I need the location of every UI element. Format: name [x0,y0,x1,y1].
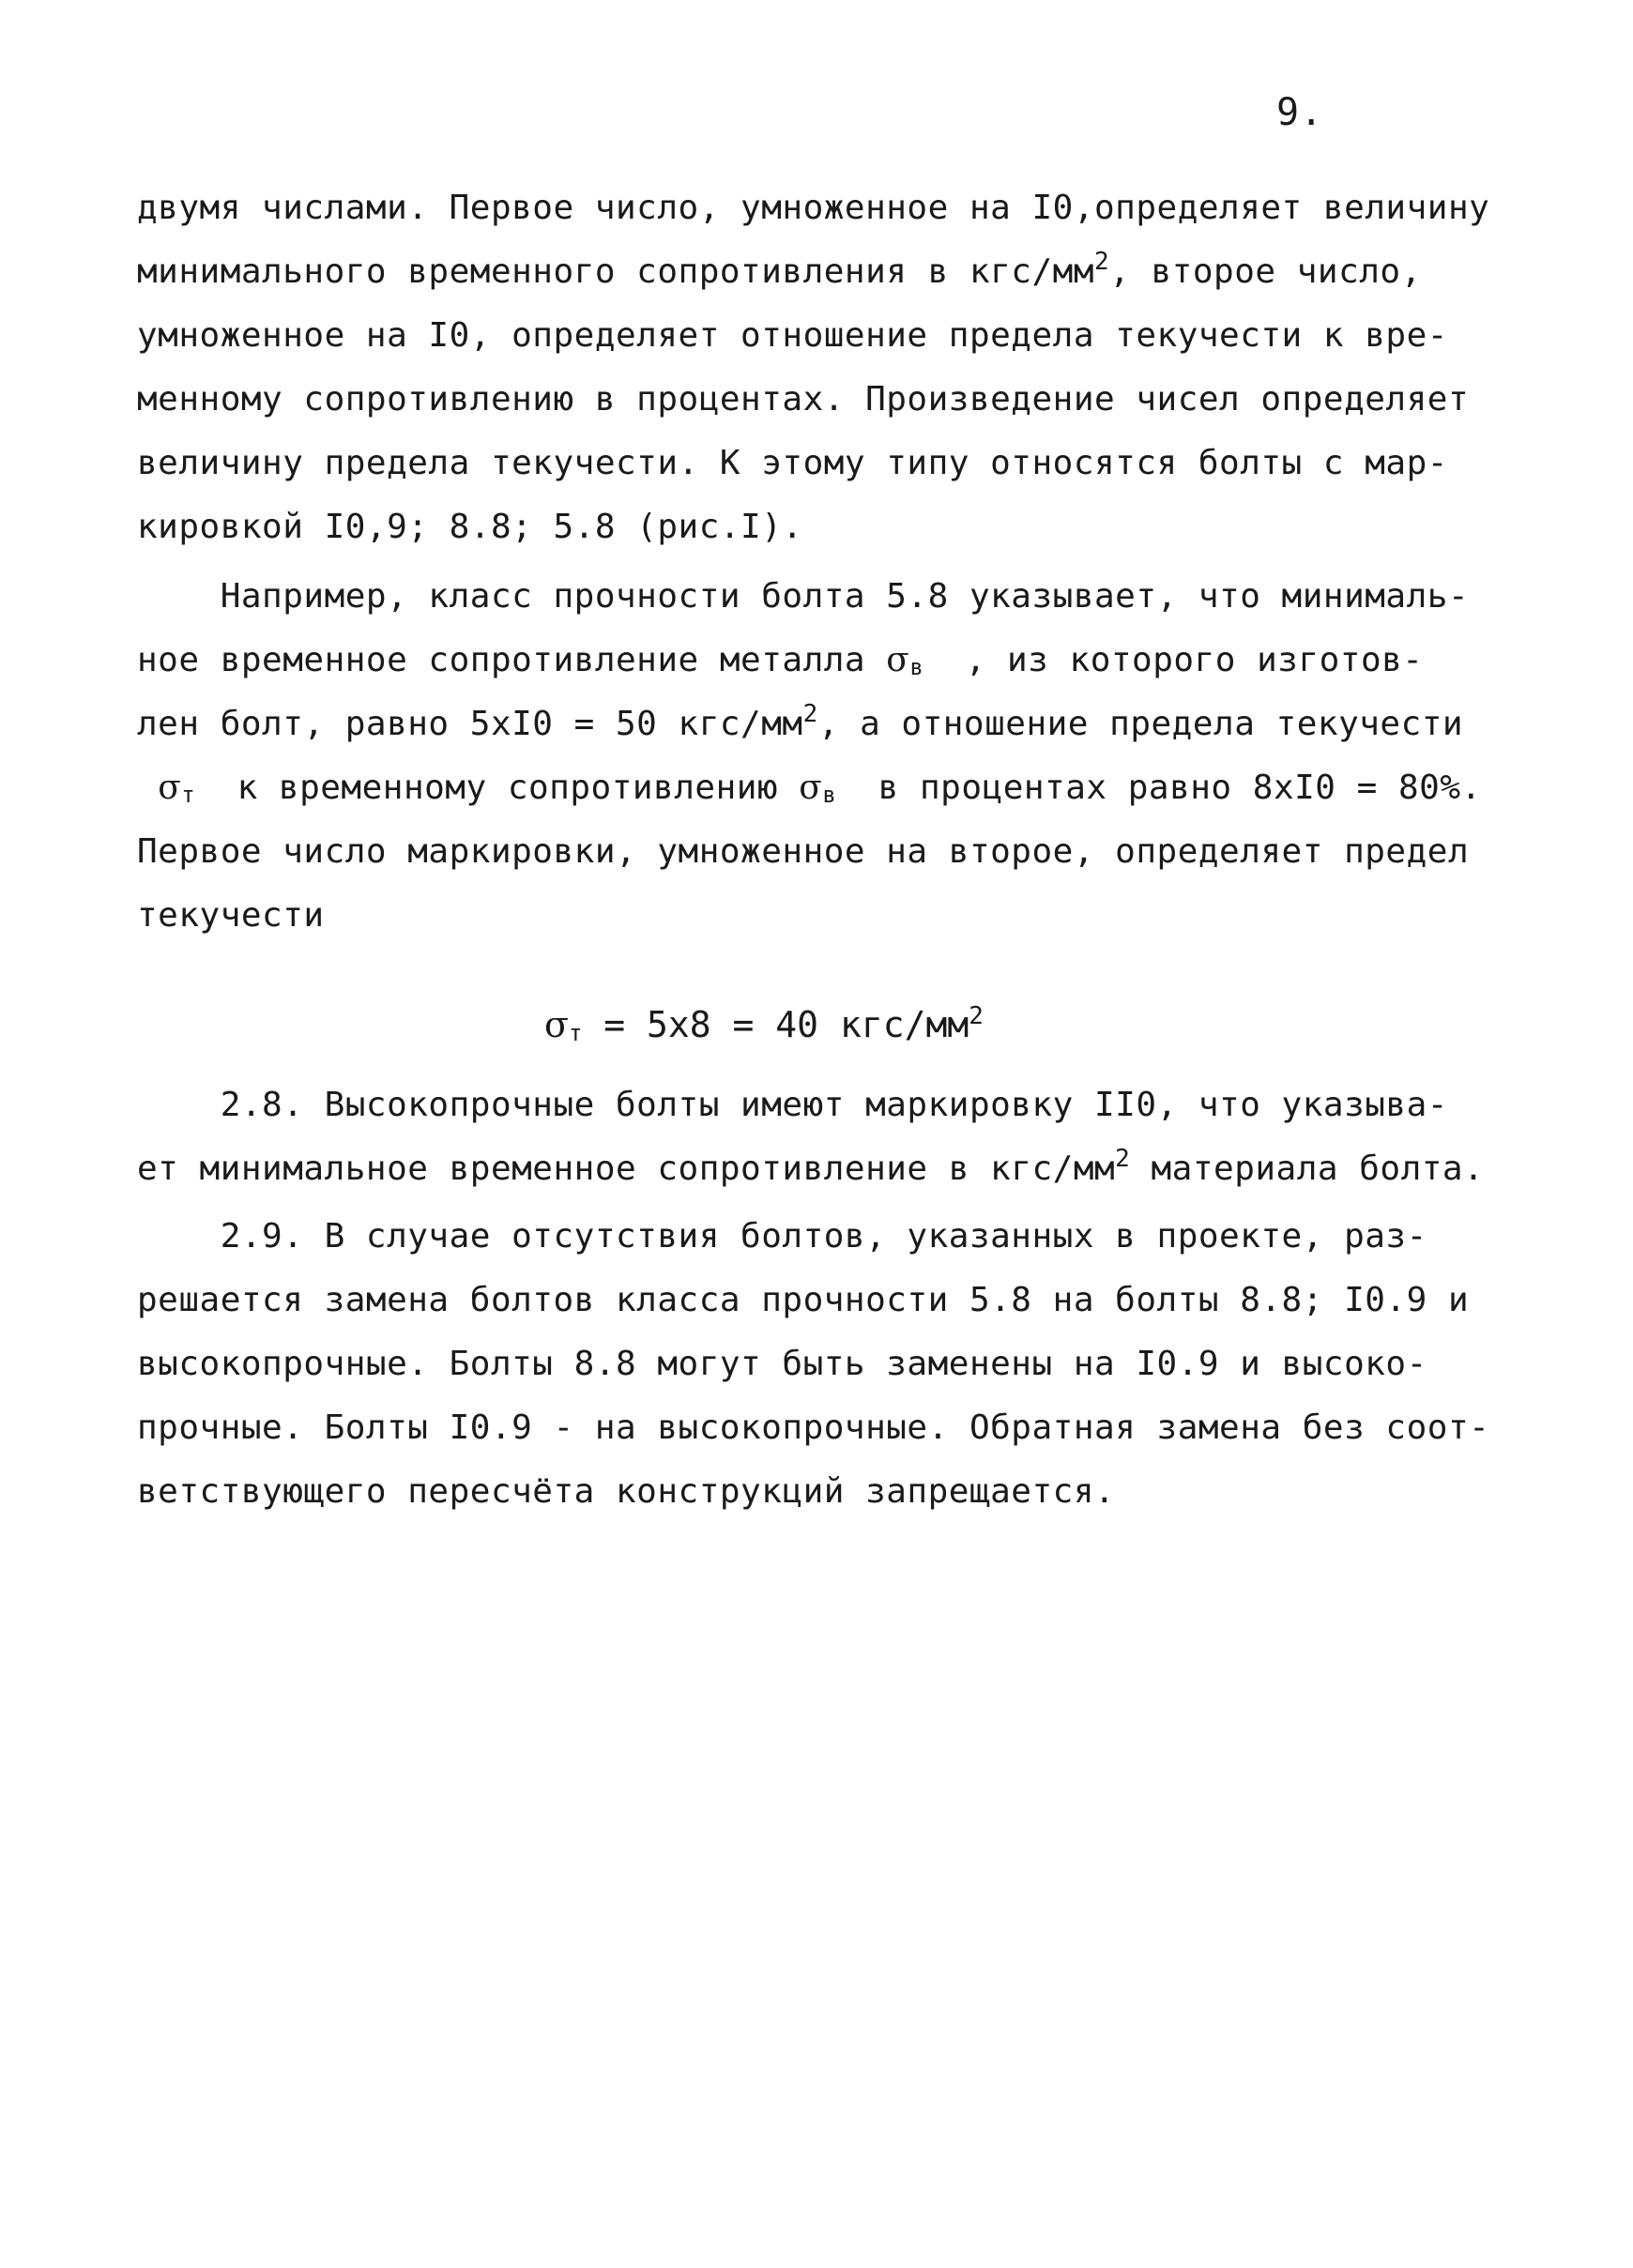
text-run: материала болта. [1130,1149,1485,1188]
text-line [137,1207,1427,1267]
sigma-symbol: σ [158,769,182,807]
formula-expression: = 5х8 = 40 кгс/мм [582,1004,969,1045]
text-run: Например, класс прочности болта 5.8 указывает, что минималь- [137,577,1470,616]
text-line [137,242,1422,302]
page-number: 9. [1276,91,1324,134]
text-line [137,178,1489,238]
text-line [137,1271,1469,1331]
text-run: 2.9. В случае отсутствия болтов, указанных в проекте, раз- [137,1217,1427,1256]
text-line [137,567,1469,627]
text-run: в процентах равно 8хI0 = 80%. [836,769,1482,807]
text-run: , из которого изготов- [923,641,1424,679]
text-run: ветствующего пересчёта конструкций запрещается. [137,1472,1116,1511]
text-line [137,497,803,557]
text-run: высокопрочные. Болты 8.8 могут быть заменены на I0.9 и высоко- [137,1345,1427,1383]
text-line [137,1139,1484,1199]
text-run [137,769,158,807]
text-run: решается замена болтов класса прочности 5.8 на болты 8.8; I0.9 и [137,1281,1470,1319]
text-run: ет минимальное временное сопротивление в кгс/мм [137,1149,1116,1188]
text-run: ное временное сопротивление металла [137,641,887,679]
text-run: 2.8. Высокопрочные болты имеют маркировку II0, что указыва- [137,1086,1448,1124]
text-run: двумя числами. Первое число, умноженное на I0,определяет величину [137,189,1490,227]
text-run: , а отношение предела текучести [817,705,1464,743]
text-run: к временному сопротивлению [195,769,800,807]
text-line [137,694,1463,754]
text-run: менному сопротивлению в процентах. Произведение чисел определяет [137,380,1470,419]
text-line [137,370,1469,430]
text-run: лен болт, равно 5хI0 = 50 кгс/мм [137,705,803,743]
text-run: прочные. Болты I0.9 - на высокопрочные. Обратная замена без соот- [137,1408,1490,1447]
text-line [137,1334,1427,1394]
text-line [137,1462,1115,1522]
text-line [137,306,1448,366]
text-run: величину предела текучести. К этому типу относятся болты с мар- [137,444,1448,482]
text-run: минимального временного сопротивления в кгс/мм [137,252,1094,291]
text-line [137,434,1448,494]
text-run: Первое число маркировки, умноженное на второе, определяет предел [137,832,1470,871]
text-line [137,1398,1489,1458]
sigma-symbol: σ [544,1004,569,1045]
superscript-exponent: 2 [969,1002,984,1030]
text-run: , второе число, [1109,252,1422,291]
text-line [137,631,1423,691]
subscript-index: в [909,654,924,680]
sigma-symbol: σ [799,769,823,807]
subscript-index: т [181,782,196,808]
superscript-exponent: 2 [1094,248,1110,276]
text-run: кировкой I0,9; 8.8; 5.8 (рис.I). [137,508,803,546]
subscript-index: в [822,782,837,808]
text-line [137,1075,1448,1135]
subscript-index: т [568,1020,583,1046]
text-line [137,758,1482,818]
superscript-exponent: 2 [1115,1145,1131,1173]
text-run: текучести [137,896,325,935]
text-run: умноженное на I0, определяет отношение предела текучести к вре- [137,316,1448,355]
sigma-symbol: σ [886,641,910,679]
text-line [137,822,1469,882]
text-line [137,886,325,946]
superscript-exponent: 2 [802,700,818,728]
yield-strength-formula [544,995,984,1055]
